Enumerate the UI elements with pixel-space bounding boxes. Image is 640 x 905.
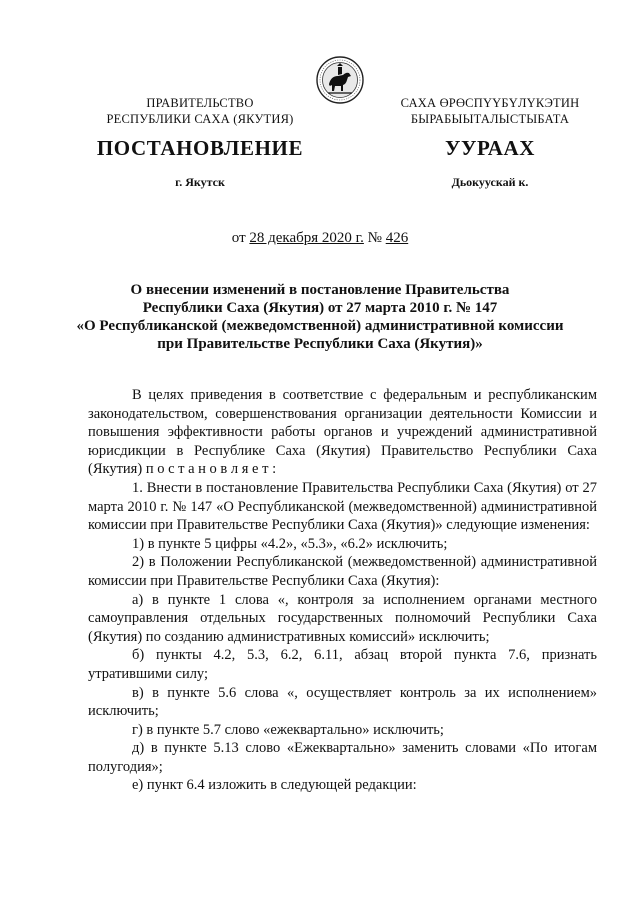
subitem-1: 1) в пункте 5 цифры «4.2», «5.3», «6.2» исключить; xyxy=(132,535,448,552)
subitem-b: б) пункты 4.2, 5.3, 6.2, 6.11, абзац второй пункта 7.6, признать утратившими силу; xyxy=(88,647,597,682)
title-line2: Республики Саха (Якутия) от 27 марта 2010 г. № 147 xyxy=(142,300,498,316)
subitem-2: 2) в Положении Республиканской (межведомственной) административной комиссии при Правительстве Республики Саха (Якутия): xyxy=(88,554,597,589)
city-sakha: Дьокуускай к. xyxy=(451,175,529,189)
intro-verb: п о с т а н о в л я е т : xyxy=(145,461,277,478)
item-1: 1. Внести в постановление Правительства Республики Саха (Якутия) от 27 марта 2010 г. № 147 «О Республиканской (межведомственной) административной комиссии при Правительстве Республики Саха (Якутия)» следующие изменения: xyxy=(88,479,597,534)
title-line1: О внесении изменений в постановление Правительства xyxy=(130,282,510,298)
intro-paragraph xyxy=(88,386,597,479)
document-body xyxy=(88,386,597,795)
header-left-line1: ПРАВИТЕЛЬСТВО xyxy=(146,96,254,110)
header-right-line2: БЫРАБЫЫТАЛЫСТЫБАТА xyxy=(410,112,570,126)
subitem-e: е) пункт 6.4 изложить в следующей редакции: xyxy=(132,777,417,794)
city-ru: г. Якутск xyxy=(175,175,225,189)
document-number: 426 xyxy=(385,230,409,246)
intro-text: В целях приведения в соответствие с федеральным и республиканским законодательством, совершенствования организации деятельности Комиссии и повышения эффективности работы органов и учреждений административной юрисдикции в Республике Саха (Якутия) Правительство Республики Саха (Якутия) xyxy=(88,387,597,478)
doc-type-sakha: УУРААХ xyxy=(444,136,536,160)
date-line xyxy=(0,230,640,247)
subitem-g: г) в пункте 5.7 слово «ежеквартально» исключить; xyxy=(132,721,444,738)
header-right-line1: САХА ӨРӨСПҮҮБҮЛҮКЭТИН xyxy=(400,96,580,110)
coat-of-arms-emblem xyxy=(316,54,364,106)
document-date: 28 декабря 2020 г. xyxy=(249,230,364,246)
date-prefix: от xyxy=(231,230,246,246)
document-title xyxy=(60,281,580,353)
subitem-v: в) в пункте 5.6 слова «, осуществляет контроль за их исполнением» исключить; xyxy=(88,684,597,720)
coat-of-arms-icon xyxy=(316,54,364,106)
title-line4: при Правительстве Республики Саха (Якутия)» xyxy=(157,336,483,352)
number-label: № xyxy=(367,230,382,246)
header-left-line2: РЕСПУБЛИКИ САХА (ЯКУТИЯ) xyxy=(106,112,294,126)
doc-type-ru: ПОСТАНОВЛЕНИЕ xyxy=(96,136,304,160)
subitem-d: д) в пункте 5.13 слово «Ежеквартально» заменить словами «По итогам полугодия»; xyxy=(88,740,597,775)
subitem-a: а) в пункте 1 слова «, контроля за исполнением органами местного самоуправления отдельных государственных полномочий Республики Саха (Якутия) по созданию административных комиссий» исключить; xyxy=(88,591,597,645)
title-line3: «О Республиканской (межведомственной) административной комиссии xyxy=(76,318,564,334)
